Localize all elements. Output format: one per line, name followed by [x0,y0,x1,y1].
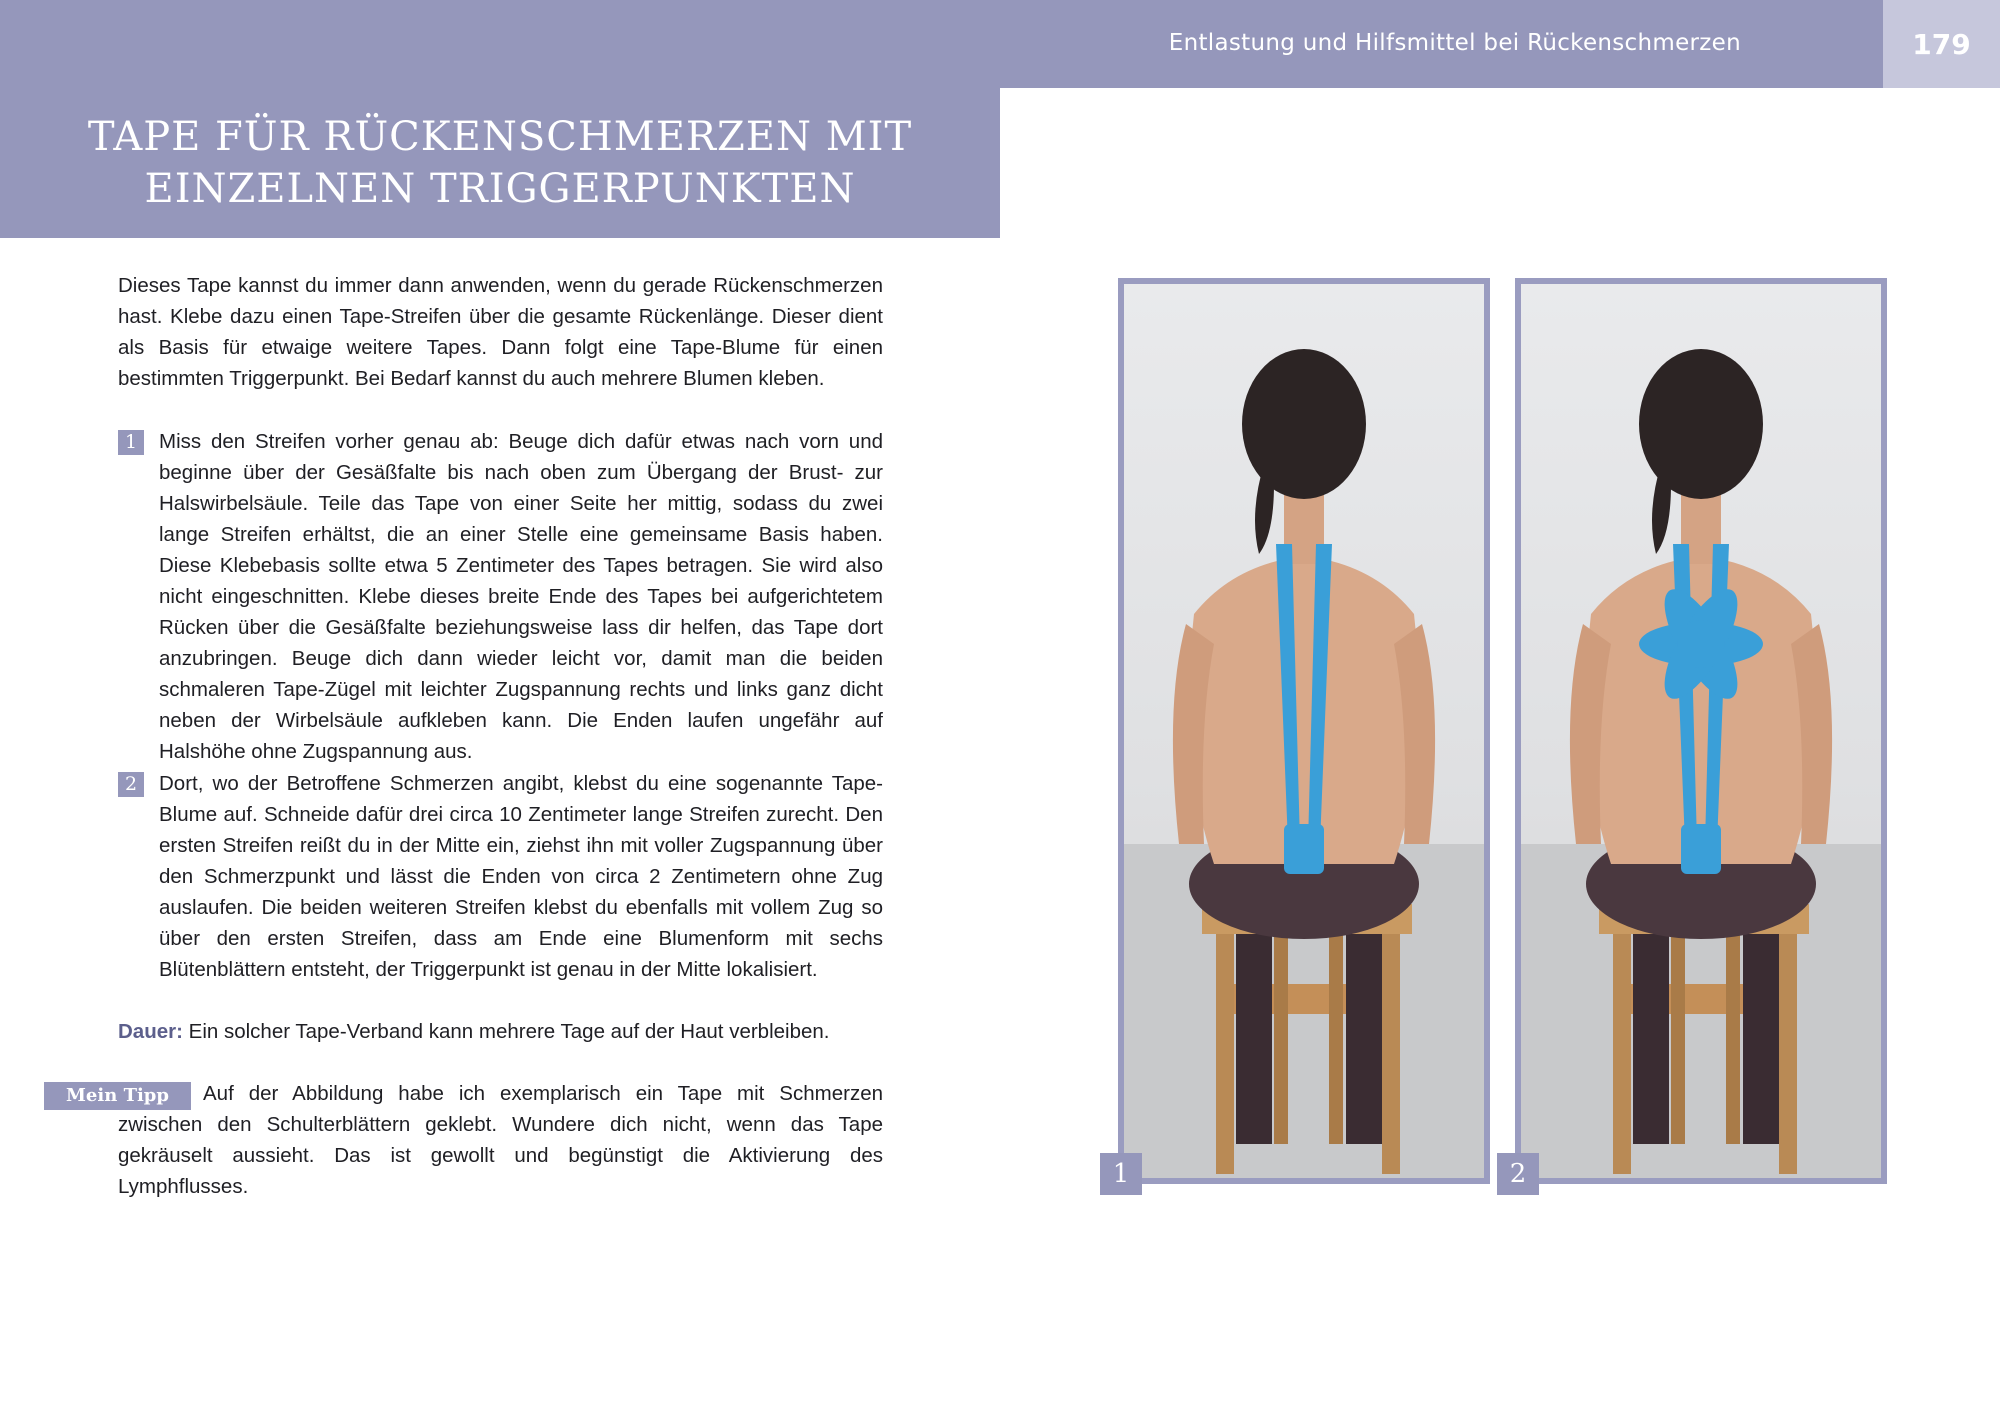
tip-badge: Mein Tipp [44,1082,191,1110]
photo-number-2: 2 [1497,1153,1539,1195]
page-title-line-1: TAPE FÜR RÜCKENSCHMERZEN MIT [87,114,913,160]
title-band [0,88,1000,238]
photo-2-illustration [1521,284,1881,1178]
photo-2 [1515,278,1887,1184]
page-number: 179 [1912,28,1971,61]
step-number-badge: 1 [118,430,144,455]
header-band [0,0,1883,88]
photo-number-1: 1 [1100,1153,1142,1195]
photo-1 [1118,278,1490,1184]
duration-text: Ein solcher Tape-Verband kann mehrere Tage auf der Haut verbleiben. [188,1020,830,1043]
page-number-box [1883,0,2000,88]
page-title-line-2: EINZELNEN TRIGGERPUNKTEN [144,166,856,212]
intro-paragraph: Dieses Tape kannst du immer dann anwenden, wenn du gerade Rückenschmerzen hast. Klebe dazu einen Tape-Streifen über die gesamte Rückenlänge. Dieser dient als Basis für etwaige weitere Tapes. Dann folgt eine Tape-Blume für einen bestimmten Triggerpunkt. Bei Bedarf kannst du auch mehrere Blumen kleben. [118,274,883,390]
step-number-badge: 2 [118,772,144,797]
photo-1-illustration [1124,284,1484,1178]
duration-label: Dauer: [118,1020,183,1043]
running-title: Entlastung und Hilfsmittel bei Rückenschmerzen [1168,30,1741,56]
duration-note [118,1016,883,1047]
step-text: Miss den Streifen vorher genau ab: Beuge dich dafür etwas nach vorn und beginne über der Gesäßfalte bis nach oben zum Übergang der Brust- zur Halswirbelsäule. Teile das Tape von einer Seite her mittig, sodass du zwei lange Streifen erhältst, die an einer Stelle eine gemeinsame Basis haben. Diese Klebebasis sollte etwa 5 Zentimeter des Tapes betragen. Sie wird also nicht eingeschnitten. Klebe dieses breite Ende des Tapes bei aufgerichtetem Rücken über die Gesäßfalte beziehungsweise lass dir helfen, das Tape dort anzubringen. Beuge dich dann wieder leicht vor, damit man die beiden schmaleren Tape-Zügel mit leichter Zugspannung rechts und links ganz dicht neben der Wirbelsäule aufkleben kann. Die Enden laufen ungefähr auf Halshöhe ohne Zugspannung aus. [159,430,883,763]
step-text: Dort, wo der Betroffene Schmerzen angibt, klebst du eine sogenannte Tape-Blume auf. Schneide dafür drei circa 10 Zentimeter lange Streifen zurecht. Den ersten Streifen reißt du in der Mitte ein, ziehst ihn mit voller Zugspannung über den Schmerzpunkt und lässt die Enden von circa 2 Zentimetern ohne Zug auslaufen. Die beiden weiteren Streifen klebst du ebenfalls mit vollem Zug so über den ersten Streifen, dass am Ende eine Blumenform mit sechs Blütenblättern entsteht, der Triggerpunkt ist genau in der Mitte lokalisiert. [159,772,883,981]
tip-text: Auf der Abbildung habe ich exemplarisch ein Tape mit Schmerzen zwischen den Schulterblättern geklebt. Wundere dich nicht, wenn das Tape gekräuselt aussieht. Das ist gewollt und begünstigt die Aktivierung des Lymphflusses. [118,1082,883,1198]
